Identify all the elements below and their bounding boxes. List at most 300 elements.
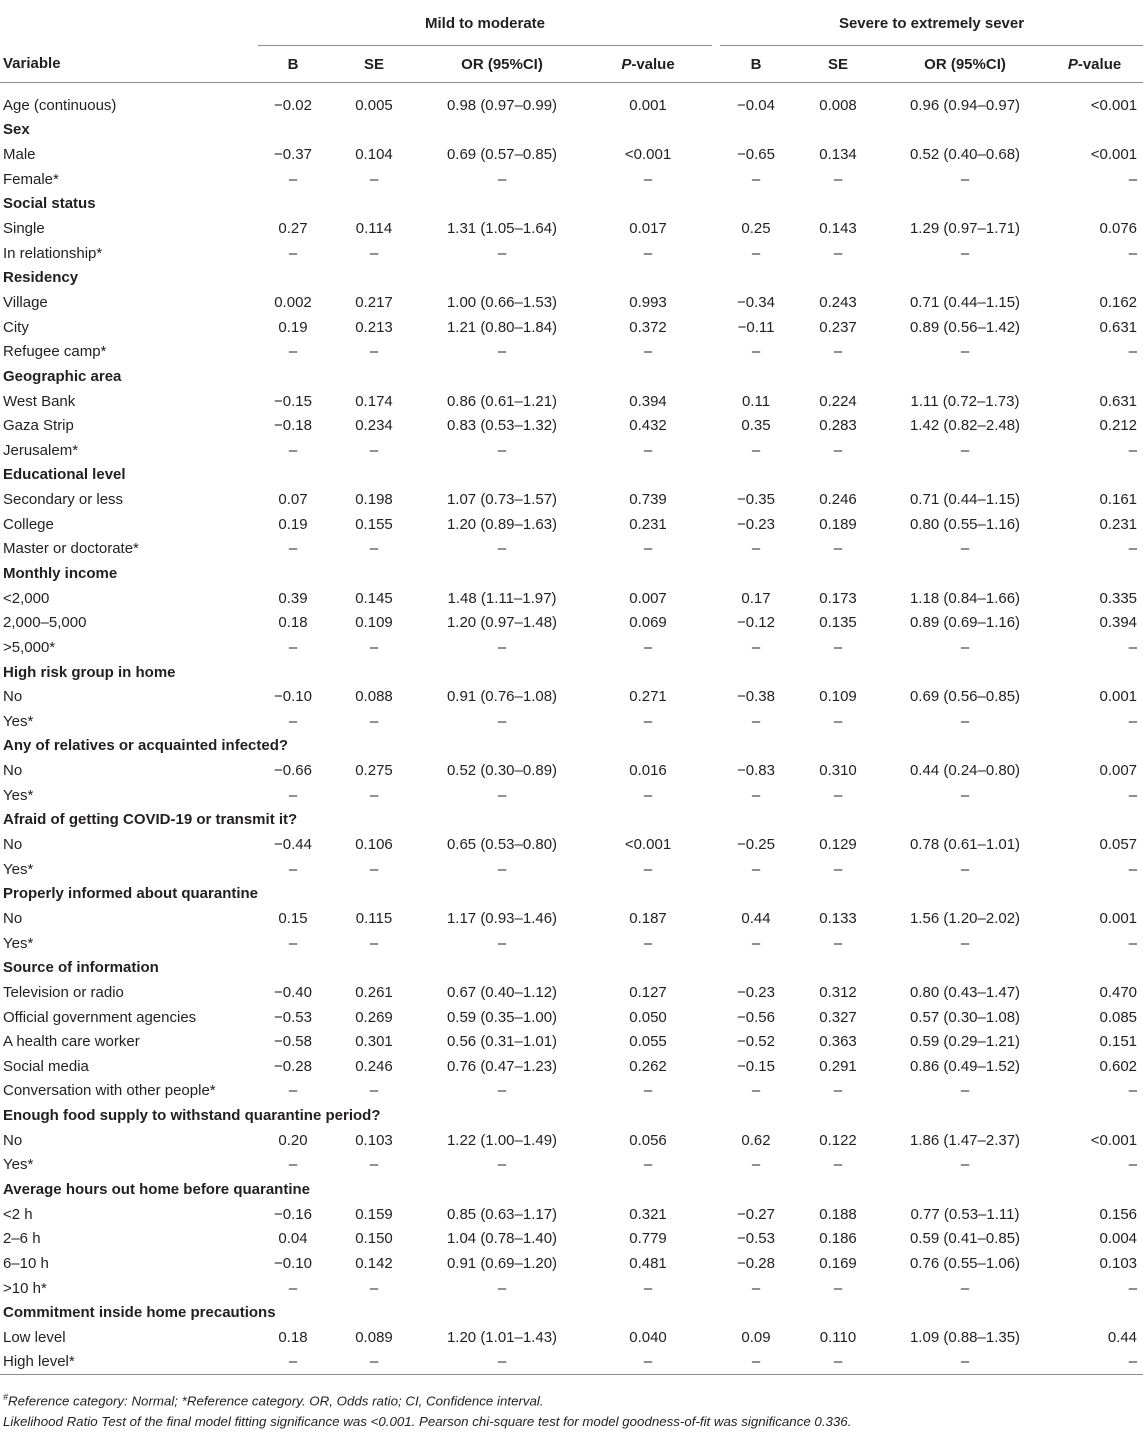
table-row <box>0 290 1143 315</box>
cell-or2: 1.09 (0.88–1.35) <box>909 1328 1021 1346</box>
table-row <box>0 758 1143 783</box>
cell-or1: 1.20 (0.89–1.63) <box>446 515 558 533</box>
cell-b1: −0.15 <box>274 392 312 410</box>
cell-b2: −0.56 <box>737 1008 775 1026</box>
cell-b2: – <box>751 1279 761 1297</box>
cell-b1: −0.10 <box>274 1254 312 1272</box>
cell-se1: 0.174 <box>355 392 393 410</box>
cell-p2: <0.001 <box>1090 1131 1138 1149</box>
cell-se2: 0.134 <box>819 146 857 164</box>
cell-p2: 0.335 <box>1099 589 1138 607</box>
variable-label: No <box>3 836 23 854</box>
cell-or2: 0.69 (0.56–0.85) <box>909 688 1021 706</box>
cell-p1: 0.187 <box>629 909 667 927</box>
variable-label: <2 h <box>3 1205 33 1223</box>
cell-p2: <0.001 <box>1090 146 1138 164</box>
variable-label: Age (continuous) <box>3 96 117 114</box>
variable-label: Jerusalem* <box>3 441 79 459</box>
cell-se2: 0.135 <box>819 614 857 632</box>
variable-label: Female* <box>3 170 59 188</box>
cell-b1: −0.02 <box>274 96 312 114</box>
col-header-or: OR (95%CI) <box>420 46 584 83</box>
cell-or2: 0.80 (0.43–1.47) <box>909 983 1021 1001</box>
cell-p2: 0.631 <box>1099 392 1138 410</box>
cell-b1: 0.18 <box>278 614 308 632</box>
cell-or2: 0.77 (0.53–1.11) <box>910 1205 1020 1223</box>
cell-se1: 0.275 <box>355 762 393 780</box>
cell-se1 <box>328 1300 420 1325</box>
cell-se2: – <box>833 786 843 804</box>
cell-se1: 0.155 <box>355 515 393 533</box>
cell-p2: – <box>1128 638 1138 656</box>
table-row <box>0 783 1143 808</box>
cell-p2 <box>1046 1103 1143 1128</box>
cell-or1: – <box>497 244 507 262</box>
gap-cell <box>712 315 720 340</box>
section-row <box>0 660 1143 685</box>
gap-cell <box>712 413 720 438</box>
table-header <box>0 0 1143 83</box>
cell-se2: 0.310 <box>819 762 857 780</box>
cell-p2: – <box>1128 860 1138 878</box>
gap-cell <box>712 1103 720 1128</box>
cell-se1: 0.198 <box>355 491 393 509</box>
gap-cell <box>712 463 720 488</box>
cell-or2: 0.89 (0.69–1.16) <box>909 614 1021 632</box>
cell-p1: 0.007 <box>629 589 667 607</box>
cell-se2 <box>792 463 884 488</box>
cell-b2 <box>720 955 792 980</box>
cell-p1 <box>584 1103 712 1128</box>
cell-b1: – <box>288 244 298 262</box>
cell-b2 <box>720 1103 792 1128</box>
cell-se1: – <box>369 170 379 188</box>
cell-b2: −0.25 <box>737 836 775 854</box>
cell-or1: 0.91 (0.76–1.08) <box>446 688 558 706</box>
cell-or1 <box>420 463 584 488</box>
cell-b1: 0.15 <box>278 909 308 927</box>
cell-p2: 0.085 <box>1099 1008 1138 1026</box>
cell-p1 <box>584 463 712 488</box>
cell-or2: – <box>960 1279 970 1297</box>
cell-b1: – <box>288 786 298 804</box>
table-row <box>0 512 1143 537</box>
cell-b1: 0.002 <box>274 293 312 311</box>
cell-p2 <box>1046 265 1143 290</box>
cell-se2 <box>792 808 884 833</box>
cell-se2: 0.173 <box>819 589 857 607</box>
cell-se2: – <box>833 343 843 361</box>
cell-p2: 0.394 <box>1099 614 1138 632</box>
cell-or2: 0.78 (0.61–1.01) <box>909 836 1021 854</box>
cell-se2 <box>792 1300 884 1325</box>
variable-label: 2–6 h <box>3 1230 41 1248</box>
cell-or2: 1.29 (0.97–1.71) <box>909 220 1021 238</box>
cell-b1: 0.27 <box>278 220 308 238</box>
table-row <box>0 1251 1143 1276</box>
cell-or1 <box>420 660 584 685</box>
cell-se1: 0.115 <box>355 909 393 927</box>
cell-b2 <box>720 882 792 907</box>
gap-cell <box>712 783 720 808</box>
section-label: Source of information <box>3 959 159 977</box>
cell-p1: 0.372 <box>629 318 667 336</box>
cell-or2: 0.96 (0.94–0.97) <box>909 96 1021 114</box>
cell-b1: – <box>288 860 298 878</box>
gap-cell <box>712 1226 720 1251</box>
cell-se1 <box>328 1177 420 1202</box>
cell-se2: 0.109 <box>819 688 857 706</box>
cell-b1: – <box>288 934 298 952</box>
cell-or1: 1.22 (1.00–1.49) <box>446 1131 558 1149</box>
cell-se1: – <box>369 1156 379 1174</box>
cell-p2: – <box>1046 1350 1143 1375</box>
cell-se2 <box>792 192 884 217</box>
cell-p2: 0.001 <box>1099 909 1138 927</box>
cell-b2: – <box>751 1082 761 1100</box>
table-row <box>0 487 1143 512</box>
gap-cell <box>712 216 720 241</box>
cell-se1: – <box>369 712 379 730</box>
gap-cell <box>712 1276 720 1301</box>
cell-or2: 0.76 (0.55–1.06) <box>909 1254 1021 1272</box>
cell-b1 <box>258 561 328 586</box>
variable-label: Conversation with other people* <box>3 1082 216 1100</box>
cell-p2 <box>1046 1300 1143 1325</box>
col-header-p: P-value <box>1046 46 1143 83</box>
cell-se2: – <box>833 638 843 656</box>
cell-b2 <box>720 265 792 290</box>
table-row <box>0 1276 1143 1301</box>
cell-or2: 0.71 (0.44–1.15) <box>909 293 1021 311</box>
cell-p1: – <box>643 540 653 558</box>
gap-cell <box>712 1153 720 1178</box>
cell-or1 <box>420 561 584 586</box>
cell-p1: – <box>643 786 653 804</box>
table-row <box>0 709 1143 734</box>
section-label: Monthly income <box>3 564 118 582</box>
cell-se1: – <box>369 860 379 878</box>
variable-label: College <box>3 515 54 533</box>
cell-p2 <box>1046 955 1143 980</box>
section-label: Social status <box>3 195 96 213</box>
cell-b2: – <box>751 170 761 188</box>
cell-b2 <box>720 1300 792 1325</box>
gap-cell <box>712 1350 720 1375</box>
cell-b1: −0.44 <box>274 836 312 854</box>
cell-se1 <box>328 734 420 759</box>
cell-or1: – <box>497 170 507 188</box>
cell-or1: 1.48 (1.11–1.97) <box>447 589 557 607</box>
cell-or2: 1.11 (0.72–1.73) <box>910 392 1020 410</box>
table-row <box>0 241 1143 266</box>
cell-se2: 0.186 <box>819 1230 857 1248</box>
cell-or2: 1.18 (0.84–1.66) <box>909 589 1021 607</box>
cell-se1: – <box>369 540 379 558</box>
table-row <box>0 586 1143 611</box>
cell-p2: – <box>1128 786 1138 804</box>
section-row <box>0 364 1143 389</box>
cell-p1: – <box>643 244 653 262</box>
table-row <box>0 537 1143 562</box>
cell-or2 <box>884 660 1046 685</box>
gap-cell <box>712 537 720 562</box>
cell-or1: 0.69 (0.57–0.85) <box>446 146 558 164</box>
cell-se1 <box>328 463 420 488</box>
cell-se1: – <box>369 1082 379 1100</box>
cell-or2 <box>884 561 1046 586</box>
cell-or1 <box>420 118 584 143</box>
cell-se1: 0.217 <box>355 293 393 311</box>
variable-label: Official government agencies <box>3 1008 197 1026</box>
cell-or1 <box>420 1103 584 1128</box>
cell-or1: 1.21 (0.80–1.84) <box>446 318 558 336</box>
cell-b1: −0.18 <box>274 417 312 435</box>
cell-or2: – <box>960 170 970 188</box>
gap-cell <box>712 635 720 660</box>
cell-b2: −0.34 <box>737 293 775 311</box>
table-row <box>0 413 1143 438</box>
variable-label: No <box>3 688 23 706</box>
variable-label: Yes* <box>3 786 34 804</box>
cell-or2: – <box>960 786 970 804</box>
cell-b1: 0.07 <box>278 491 308 509</box>
cell-se2: 0.327 <box>819 1008 857 1026</box>
section-row <box>0 118 1143 143</box>
cell-or2: – <box>960 1156 970 1174</box>
cell-b1: 0.04 <box>278 1230 308 1248</box>
section-label: Commitment inside home precautions <box>3 1304 276 1322</box>
cell-p1 <box>584 882 712 907</box>
cell-b2: – <box>751 712 761 730</box>
cell-b2: – <box>751 786 761 804</box>
cell-se2: 0.188 <box>819 1205 857 1223</box>
cell-se2: 0.243 <box>819 293 857 311</box>
cell-or2: 0.89 (0.56–1.42) <box>909 318 1021 336</box>
cell-se1: – <box>369 786 379 804</box>
gap-cell <box>712 610 720 635</box>
cell-or2: 1.56 (1.20–2.02) <box>909 909 1021 927</box>
gap-cell <box>712 1128 720 1153</box>
variable-label: High level* <box>0 1350 258 1375</box>
cell-p2: – <box>1128 343 1138 361</box>
footnote-2: Likelihood Ratio Test of the final model fitting significance was <0.001. Pearson chi-square test for model goodness-of-fit was significance 0.336. <box>3 1413 852 1429</box>
cell-or2 <box>884 1300 1046 1325</box>
cell-b2: 0.17 <box>741 589 771 607</box>
section-label: Educational level <box>3 466 126 484</box>
cell-se1: 0.103 <box>355 1131 393 1149</box>
gap-cell <box>712 438 720 463</box>
cell-se1: – <box>369 343 379 361</box>
cell-p2 <box>1046 118 1143 143</box>
cell-p1: 0.017 <box>629 220 667 238</box>
header-gap <box>712 0 720 46</box>
cell-or2: – <box>960 712 970 730</box>
table-row <box>0 635 1143 660</box>
col-header-se: SE <box>328 46 420 83</box>
cell-se2 <box>792 882 884 907</box>
cell-b2: −0.52 <box>737 1033 775 1051</box>
gap-cell <box>712 660 720 685</box>
cell-se2: 0.110 <box>819 1328 857 1346</box>
cell-se2: – <box>833 1082 843 1100</box>
cell-se2: – <box>833 1156 843 1174</box>
col-header-p: P-value <box>584 46 712 83</box>
cell-se1 <box>328 364 420 389</box>
cell-b2: – <box>720 1350 792 1375</box>
cell-p2: 0.470 <box>1099 983 1138 1001</box>
table-row <box>0 1005 1143 1030</box>
cell-se1: 0.109 <box>355 614 393 632</box>
gap-cell <box>712 1251 720 1276</box>
table-row <box>0 315 1143 340</box>
cell-p2: 0.162 <box>1099 293 1138 311</box>
cell-p2 <box>1046 734 1143 759</box>
cell-se2: 0.169 <box>819 1254 857 1272</box>
cell-p1: 0.739 <box>629 491 667 509</box>
cell-se2: 0.129 <box>819 836 857 854</box>
gap-cell <box>712 487 720 512</box>
cell-or2: 0.57 (0.30–1.08) <box>909 1008 1021 1026</box>
cell-b1: −0.40 <box>274 983 312 1001</box>
variable-label: 6–10 h <box>3 1254 49 1272</box>
table-row <box>0 1226 1143 1251</box>
section-row <box>0 192 1143 217</box>
table-row <box>0 167 1143 192</box>
cell-or2 <box>884 463 1046 488</box>
cell-p1: 0.040 <box>629 1328 667 1346</box>
cell-p2: 0.602 <box>1099 1057 1138 1075</box>
cell-p2 <box>1046 660 1143 685</box>
cell-b1 <box>258 192 328 217</box>
cell-b2: – <box>751 638 761 656</box>
cell-p2: – <box>1128 1279 1138 1297</box>
cell-or2: – <box>960 343 970 361</box>
section-row <box>0 561 1143 586</box>
cell-se1 <box>328 118 420 143</box>
cell-se1: – <box>369 441 379 459</box>
cell-or2: 0.80 (0.55–1.16) <box>909 515 1021 533</box>
cell-or1: 0.91 (0.69–1.20) <box>446 1254 558 1272</box>
cell-b1: 0.20 <box>278 1131 308 1149</box>
cell-or1: 0.56 (0.31–1.01) <box>446 1033 558 1051</box>
cell-se1: 0.301 <box>355 1033 393 1051</box>
variable-label: Television or radio <box>3 983 124 1001</box>
cell-or1: 1.04 (0.78–1.40) <box>446 1230 558 1248</box>
cell-b1: 0.18 <box>278 1328 308 1346</box>
cell-b1 <box>258 463 328 488</box>
cell-se2: – <box>833 934 843 952</box>
cell-b2: – <box>751 244 761 262</box>
cell-se2: 0.008 <box>819 96 857 114</box>
cell-b2 <box>720 118 792 143</box>
cell-or2: – <box>960 1082 970 1100</box>
variable-label: Master or doctorate* <box>3 540 139 558</box>
cell-se1: 0.005 <box>355 96 393 114</box>
cell-se2 <box>792 1177 884 1202</box>
cell-se1 <box>328 660 420 685</box>
gap-cell <box>712 709 720 734</box>
cell-b2 <box>720 808 792 833</box>
cell-se2: 0.363 <box>819 1033 857 1051</box>
gap-cell <box>712 980 720 1005</box>
cell-b1: −0.53 <box>274 1008 312 1026</box>
cell-or1: – <box>497 712 507 730</box>
section-row <box>0 265 1143 290</box>
cell-or1 <box>420 955 584 980</box>
gap-cell <box>712 142 720 167</box>
cell-se1: – <box>369 934 379 952</box>
cell-b1: −0.66 <box>274 762 312 780</box>
cell-se2: – <box>792 1350 884 1375</box>
cell-or1: 1.31 (1.05–1.64) <box>446 220 558 238</box>
cell-se1: 0.246 <box>355 1057 393 1075</box>
cell-or2 <box>884 734 1046 759</box>
cell-b1: – <box>288 1279 298 1297</box>
cell-or2: 0.44 (0.24–0.80) <box>909 762 1021 780</box>
gap-cell <box>712 931 720 956</box>
cell-p1 <box>584 118 712 143</box>
table-row <box>0 1153 1143 1178</box>
cell-se2 <box>792 734 884 759</box>
gap-cell <box>712 734 720 759</box>
cell-or1: – <box>497 343 507 361</box>
cell-se2 <box>792 265 884 290</box>
variable-label: No <box>3 909 23 927</box>
cell-p1: 0.481 <box>629 1254 667 1272</box>
gap-cell <box>712 167 720 192</box>
cell-p2 <box>1046 808 1143 833</box>
section-row <box>0 463 1143 488</box>
cell-p1: 0.993 <box>629 293 667 311</box>
cell-b1: – <box>288 170 298 188</box>
cell-or1: – <box>497 540 507 558</box>
cell-b1: – <box>288 343 298 361</box>
cell-se1 <box>328 882 420 907</box>
variable-label: >5,000* <box>3 638 56 656</box>
cell-p1: 0.394 <box>629 392 667 410</box>
cell-se1: – <box>369 244 379 262</box>
variable-label: Secondary or less <box>3 491 124 509</box>
cell-or2 <box>884 1177 1046 1202</box>
cell-p2: 0.231 <box>1099 515 1138 533</box>
section-row <box>0 882 1143 907</box>
cell-b2: −0.12 <box>737 614 775 632</box>
table-row <box>0 216 1143 241</box>
gap-cell <box>712 93 720 118</box>
cell-se1: 0.088 <box>355 688 393 706</box>
cell-p2 <box>1046 882 1143 907</box>
table-row <box>0 684 1143 709</box>
cell-or1: – <box>497 1082 507 1100</box>
variable-label: Low level <box>3 1328 66 1346</box>
cell-se2 <box>792 364 884 389</box>
group-header-mild: Mild to moderate <box>258 0 712 46</box>
cell-p1: 0.050 <box>629 1008 667 1026</box>
cell-p2: – <box>1128 244 1138 262</box>
cell-b2: – <box>751 441 761 459</box>
cell-p2: 0.44 <box>1107 1328 1138 1346</box>
table-row <box>0 93 1143 118</box>
cell-or1: 0.65 (0.53–0.80) <box>446 836 558 854</box>
table-row <box>0 1128 1143 1153</box>
cell-b2 <box>720 734 792 759</box>
cell-se2: – <box>833 540 843 558</box>
cell-se1: 0.159 <box>355 1205 393 1223</box>
cell-p1 <box>584 1300 712 1325</box>
variable-label: Social media <box>3 1057 89 1075</box>
table-row <box>0 1054 1143 1079</box>
